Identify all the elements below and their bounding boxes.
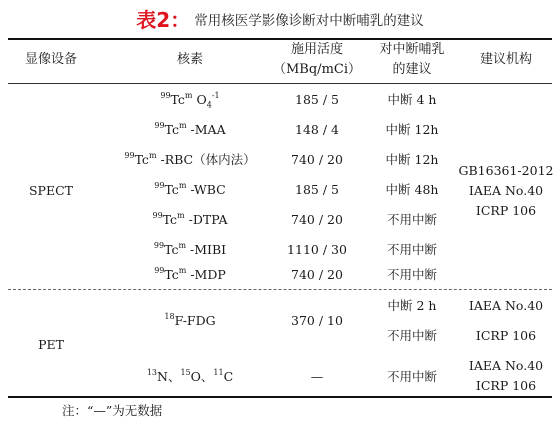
activity-cell: 185 / 5	[295, 182, 339, 197]
header-nuclide: 核素	[176, 52, 203, 67]
nuclide-element: Tc	[134, 152, 149, 167]
org-spect-1: GB16361-2012	[458, 163, 554, 178]
activity-cell: 185 / 5	[295, 92, 339, 107]
nuclide-element: Tc	[162, 212, 178, 227]
nuclide-cell	[110, 212, 270, 228]
nuclide-meta: m	[178, 181, 187, 190]
table-caption	[0, 4, 560, 34]
nuclide-charge: -1	[211, 91, 220, 100]
section-divider	[8, 289, 552, 290]
advice-nocx: 不用中断	[386, 369, 437, 384]
org-fdg-a: IAEA No.40	[468, 298, 544, 313]
nuclide-meta: m	[177, 211, 185, 220]
advice-fdg-b: 不用中断	[386, 328, 437, 343]
nuclide-mass: 99	[152, 211, 163, 220]
nuclide-mass-c: 11	[213, 368, 224, 377]
nuclide-name: O	[192, 92, 207, 107]
nuclide-element: Tc	[164, 242, 179, 257]
advice-cell: 不用中断	[386, 242, 437, 257]
nuclide-mass-o: 15	[180, 368, 191, 377]
nuclide-name: -MIBI	[186, 242, 227, 257]
nuclide-cell	[110, 152, 270, 168]
nuclide-nocx	[110, 369, 270, 385]
activity-cell: 148 / 4	[295, 122, 339, 137]
table-title: 常用核医学影像诊断对中断哺乳的建议	[194, 12, 424, 29]
nuclide-name: -WBC	[186, 182, 226, 197]
table-number: 表2：	[136, 8, 191, 32]
nuclide-mass: 99	[154, 121, 165, 130]
nuclide-element: Tc	[164, 267, 179, 282]
header-advice-2: 的建议	[392, 62, 432, 77]
header-device: 显像设备	[24, 52, 77, 67]
nuclide-meta: m	[178, 266, 187, 275]
activity-cell: 1110 / 30	[287, 242, 347, 257]
nuclide-c: C	[223, 369, 234, 384]
nuclide-element: Tc	[170, 92, 185, 107]
nuclide-mass: 99	[154, 181, 165, 190]
header-activity-1: 施用活度	[290, 42, 343, 57]
nuclide-name: -MDP	[186, 267, 226, 282]
bottom-rule	[8, 396, 552, 398]
nuclide-mass: 99	[160, 91, 171, 100]
header-org: 建议机构	[479, 52, 532, 67]
nuclide-mass: 99	[124, 151, 135, 160]
nuclide-cell	[110, 267, 270, 283]
nuclide-mass: 99	[154, 266, 165, 275]
activity-fdg: 370 / 10	[291, 313, 343, 328]
activity-cell: 740 / 20	[291, 152, 343, 167]
advice-cell: 中断 12h	[385, 122, 439, 137]
activity-nocx: —	[310, 369, 324, 384]
nuclide-meta: m	[184, 91, 193, 100]
nuclide-meta: m	[178, 121, 187, 130]
nuclide-name: -RBC（体内法）	[156, 152, 256, 167]
nuclide-fdg	[110, 313, 270, 329]
nuclide-mass-n: 13	[146, 368, 158, 377]
table-footnote: 注：“—”为无数据	[62, 403, 163, 418]
nuclide-n: N、	[157, 369, 181, 384]
nuclide-name: -MAA	[186, 122, 226, 137]
nuclide-name: F-FDG	[174, 313, 216, 328]
nuclide-meta: m	[148, 151, 157, 160]
device-pet: PET	[38, 337, 64, 352]
org-spect-2: IAEA No.40	[468, 183, 544, 198]
nuclide-element: Tc	[164, 122, 179, 137]
advice-cell: 中断 4 h	[387, 92, 437, 107]
activity-cell: 740 / 20	[291, 267, 343, 282]
nuclide-o: O、	[190, 369, 214, 384]
org-nocx-1: IAEA No.40	[468, 358, 544, 373]
nuclide-element: Tc	[164, 182, 179, 197]
device-spect: SPECT	[28, 183, 73, 198]
nuclide-name: -DTPA	[184, 212, 228, 227]
activity-cell: 740 / 20	[291, 212, 343, 227]
org-nocx-2: ICRP 106	[475, 378, 537, 393]
advice-fdg-a: 中断 2 h	[387, 298, 437, 313]
org-spect-3: ICRP 106	[475, 203, 537, 218]
header-activity-2: （MBq/mCi）	[273, 62, 361, 77]
org-fdg-b: ICRP 106	[475, 328, 537, 343]
nuclide-cell	[110, 182, 270, 198]
nuclide-sub: 4	[206, 100, 212, 110]
advice-cell: 中断 48h	[385, 182, 439, 197]
nuclide-cell	[110, 92, 270, 114]
nuclide-mass: 18	[164, 312, 175, 321]
advice-cell: 不用中断	[386, 267, 437, 282]
nuclide-meta: m	[178, 241, 187, 250]
header-rule	[8, 83, 552, 84]
advice-cell: 不用中断	[386, 212, 437, 227]
nuclide-cell	[110, 242, 270, 258]
advice-cell: 中断 12h	[385, 152, 439, 167]
header-advice-1: 对中断哺乳	[379, 42, 445, 57]
nuclide-mass: 99	[153, 241, 165, 250]
nuclide-cell	[110, 122, 270, 138]
